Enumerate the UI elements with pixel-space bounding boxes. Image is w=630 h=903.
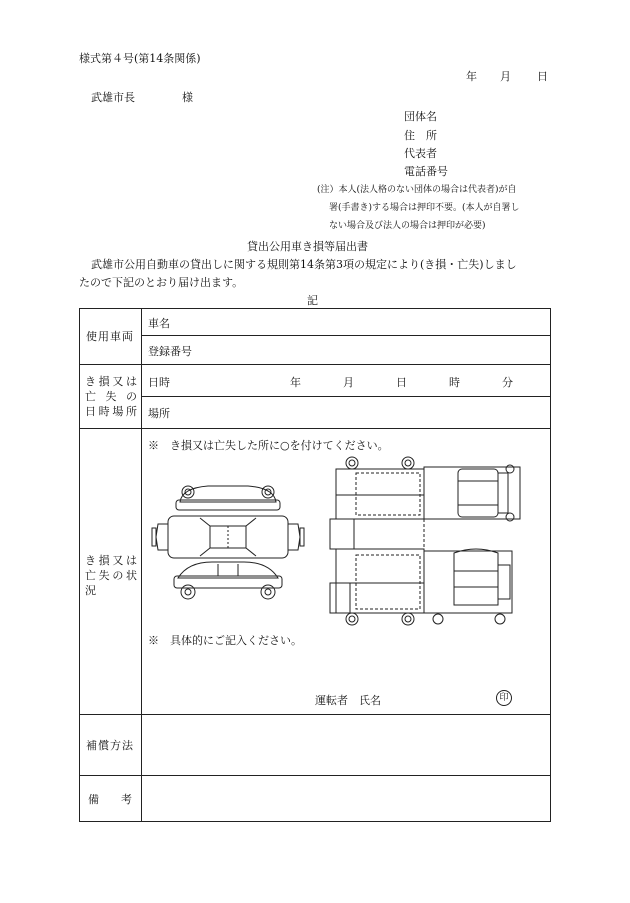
address-label: 住 所 bbox=[404, 129, 437, 142]
document-title: 貸出公用車き損等届出書 bbox=[247, 240, 368, 253]
datetime-label-line-1: き損又は bbox=[85, 375, 137, 388]
sedan-front-view bbox=[176, 486, 280, 510]
row-divider-vehicle bbox=[79, 364, 551, 365]
row-divider-datetime bbox=[79, 428, 551, 429]
group-name-label: 団体名 bbox=[404, 110, 437, 123]
body-line-1: 武雄市公用自動車の貸出しに関する規則第14条第3項の規定により(き損・亡失)しまし bbox=[91, 258, 517, 271]
row-divider-vehicle-inner bbox=[141, 335, 551, 336]
registration-label: 登録番号 bbox=[148, 345, 192, 358]
van-lower-view bbox=[330, 519, 512, 625]
note-line-1: (注）本人(法人格のない団体の場合は代表者)が自 bbox=[317, 185, 517, 195]
note-line-3: ない場合及び法人の場合は押印が必要) bbox=[329, 221, 486, 231]
phone-label: 電話番号 bbox=[404, 165, 448, 178]
van-upper-view bbox=[330, 457, 520, 549]
date-year-label: 年 bbox=[466, 70, 477, 83]
remarks-label: 備 考 bbox=[88, 793, 132, 806]
addressee: 武雄市長 bbox=[91, 91, 135, 104]
sedan-top-view bbox=[152, 516, 304, 558]
condition-label-line-2: 亡失の状 bbox=[85, 569, 137, 582]
form-number: 様式第４号(第14条関係) bbox=[79, 52, 201, 65]
row-divider-condition bbox=[79, 714, 551, 715]
date-day-label: 日 bbox=[537, 70, 548, 83]
row-divider-compensation bbox=[79, 775, 551, 776]
datetime-label-line-3: 日時場所 bbox=[85, 405, 137, 418]
seal-mark: 印 bbox=[496, 690, 512, 706]
condition-label-line-3: 況 bbox=[85, 584, 96, 597]
detail-instruction: ※ 具体的にご記入ください。 bbox=[148, 634, 302, 647]
honorific: 様 bbox=[182, 91, 193, 104]
datetime-label-line-2: 亡失の bbox=[85, 390, 137, 403]
note-line-2: 署(手書き)する場合は押印不要。(本人が自署し bbox=[329, 203, 520, 213]
sedan-diagram bbox=[148, 478, 308, 608]
label-column-divider bbox=[141, 308, 142, 822]
date-month-label: 月 bbox=[500, 70, 511, 83]
row-divider-datetime-inner bbox=[141, 396, 551, 397]
datetime-day: 日 bbox=[396, 376, 407, 389]
driver-name-label: 運転者 氏名 bbox=[315, 694, 381, 707]
datetime-year: 年 bbox=[290, 376, 301, 389]
vehicle-label: 使用車両 bbox=[86, 330, 134, 343]
body-line-2: たので下記のとおり届け出ます。 bbox=[79, 276, 244, 289]
van-diagram bbox=[330, 455, 520, 627]
place-label: 場所 bbox=[148, 407, 170, 420]
datetime-hour: 時 bbox=[449, 376, 460, 389]
compensation-label: 補償方法 bbox=[86, 739, 134, 752]
datetime-month: 月 bbox=[343, 376, 354, 389]
car-name-label: 車名 bbox=[148, 317, 170, 330]
datetime-minute: 分 bbox=[502, 376, 513, 389]
sedan-rear-view bbox=[174, 562, 282, 599]
circle-instruction: ※ き損又は亡失した所に○を付けてください。 bbox=[148, 439, 389, 452]
condition-label-line-1: き損又は bbox=[85, 554, 137, 567]
datetime-label: 日時 bbox=[148, 376, 170, 389]
ki-mark: 記 bbox=[307, 294, 318, 307]
representative-label: 代表者 bbox=[404, 147, 437, 160]
